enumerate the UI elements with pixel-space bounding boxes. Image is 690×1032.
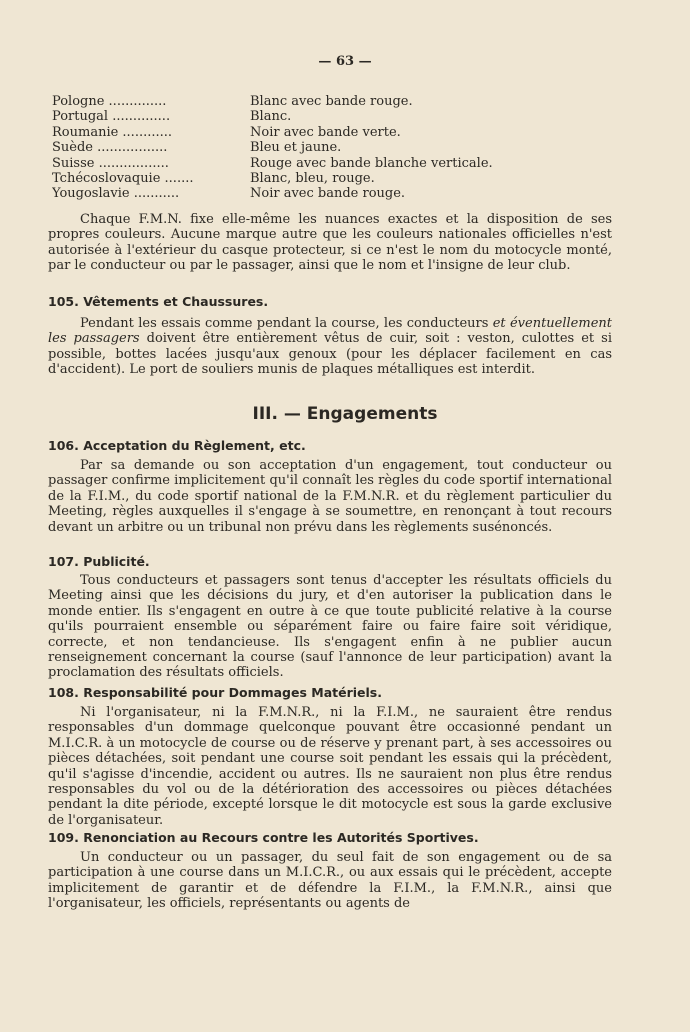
- national-colors-list: [52, 94, 612, 202]
- color-row: [52, 186, 612, 201]
- section-title: III. — Engagements: [252, 404, 438, 424]
- country-color: Blanc.: [250, 109, 292, 125]
- color-row: [52, 140, 612, 155]
- country-color: Bleu et jaune.: [250, 140, 342, 156]
- paragraph-text: Tous conducteurs et passagers sont tenus d'accepter les résultats officiels du Meeting ainsi que les décisions du jury, et d'en autoriser la publication dans le monde entier. Ils s'engagent en outre à ce que toute publicité relative à la course qu'ils pourraient ensemble ou séparément faire ou faire faire soit véridique, correcte, et non tendancieuse. Ils s'engagent enfin à ne publier aucun renseignement concernant la course (sauf l'annonce de leur participation) avant la proclamation des résultats officiels.: [48, 573, 612, 681]
- paragraph-108: [48, 705, 612, 828]
- country-name: Yougoslavie ...........: [52, 186, 180, 202]
- color-row: [52, 125, 612, 140]
- heading-108: 108. Responsabilité pour Dommages Matériels.: [48, 685, 382, 700]
- color-row: [52, 109, 612, 124]
- paragraph-text: [48, 316, 612, 378]
- paragraph-text-part: doivent être entièrement vêtus de cuir, soit : veston, culottes et si possible, bottes lacées jusqu'aux genoux (pour les déplacer facilement en cas d'accident). Le port de souliers munis de plaques métalliques est interdit.: [48, 331, 612, 378]
- heading-109: 109. Renonciation au Recours contre les Autorités Sportives.: [48, 830, 479, 845]
- paragraph-109: [48, 850, 612, 912]
- country-name: Suisse .................: [52, 155, 169, 171]
- country-color: Blanc avec bande rouge.: [250, 94, 413, 109]
- country-color: Noir avec bande verte.: [250, 124, 401, 140]
- page-number: — 63 —: [318, 54, 372, 69]
- paragraph-text: Par sa demande ou son acceptation d'un engagement, tout conducteur ou passager confirme implicitement qu'il connaît les règles du code sportif international de la F.I.M., du code sportif national de la F.M.N.R. et du règlement particulier du Meeting, règles auxquelles il s'engage à se soumettre, en renonçant à tout recours devant un arbitre ou un tribunal non prévu dans les règlements susénoncés.: [48, 458, 612, 535]
- country-color: Blanc, bleu, rouge.: [250, 171, 375, 187]
- paragraph-text: Ni l'organisateur, ni la F.M.N.R., ni la F.I.M., ne sauraient être rendus responsables d'un dommage quelconque pouvant être occasionné pendant un M.I.C.R. à un motocycle de course ou de réserve y prenant part, à ses accessoires ou pièces détachées, soit pendant une course soit pendant les essais qui la précèdent, qu'il s'agisse d'incendie, accident ou autres. Ils ne sauraient non plus être rendus responsables du vol ou de la détérioration des accessoires ou pièces détachées pendant la dite période, excepté lorsque le dit motocycle est sous la garde exclusive de l'organisateur.: [48, 705, 612, 828]
- color-row: [52, 171, 612, 186]
- paragraph-text-part: Pendant les essais comme pendant la course, les conducteurs: [80, 316, 493, 331]
- country-color: Rouge avec bande blanche verticale.: [250, 155, 493, 171]
- country-color: Noir avec bande rouge.: [250, 186, 406, 202]
- country-name: Tchécoslovaquie .......: [52, 171, 194, 187]
- color-row: [52, 94, 612, 109]
- country-name: Pologne ..............: [52, 94, 167, 109]
- emphasis-text: et éventuellement les passagers: [48, 316, 612, 347]
- colors-paragraph: [48, 212, 612, 274]
- paragraph-106: [48, 458, 612, 535]
- country-name: Roumanie ............: [52, 124, 173, 140]
- heading-105: 105. Vêtements et Chaussures.: [48, 294, 269, 309]
- paragraph-105: [48, 316, 612, 378]
- country-name: Portugal ..............: [52, 109, 171, 125]
- paragraph-107: [48, 573, 612, 681]
- country-name: Suède .................: [52, 140, 168, 156]
- paragraph-text: Chaque F.M.N. fixe elle-même les nuances exactes et la disposition de ses propres couleurs. Aucune marque autre que les couleurs nationales officielles n'est autorisée à l'extérieur du casque protecteur, si ce n'est le nom du motocycle monté, par le conducteur ou par le passager, ainsi que le nom et l'insigne de leur club.: [48, 212, 612, 274]
- paragraph-text: Un conducteur ou un passager, du seul fait de son engagement ou de sa participation à une course dans un M.I.C.R., ou aux essais qui le précèdent, accepte implicitement de garantir et de défendre la F.I.M., la F.M.N.R., ainsi que l'organisateur, les officiels, représentants ou agents de: [48, 850, 612, 912]
- heading-106: 106. Acceptation du Règlement, etc.: [48, 438, 306, 453]
- color-row: [52, 156, 612, 171]
- heading-107: 107. Publicité.: [48, 554, 150, 569]
